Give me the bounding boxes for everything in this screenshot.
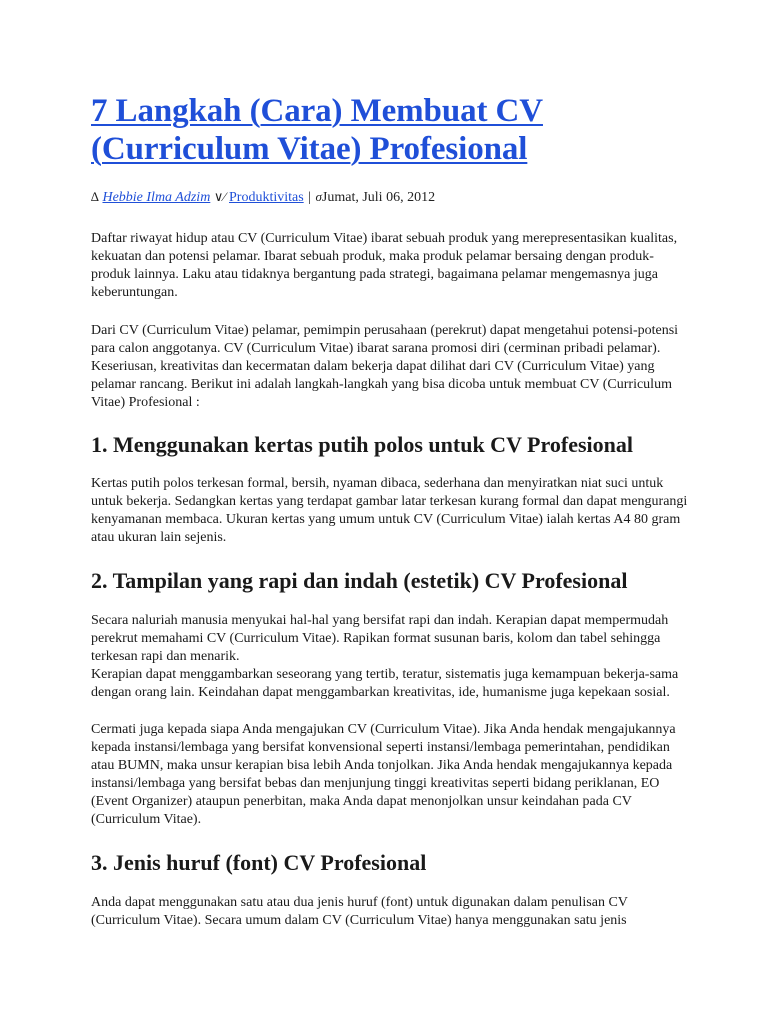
meta-divider: | — [308, 190, 311, 205]
section-paragraph: Kertas putih polos terkesan formal, bersih, nyaman dibaca, sederhana dan menyiratkan niat suci untuk untuk bekerja. Sedangkan kertas yang terdapat gambar latar terkesan kurang formal dan dapat mengurangi kenyamanan membaca. Ukuran kertas yang umum untuk CV (Curriculum Vitae) ialah kertas A4 80 gram atau ukuran lain sejenis. — [91, 476, 688, 545]
section-paragraph: Kerapian dapat menggambarkan seseorang yang tertib, teratur, sistematis juga kemampuan bekerja-sama dengan orang lain. Keindahan dapat menggambarkan kreativitas, ide, humanisme juga kepekaan sosial. — [91, 667, 679, 700]
section-paragraph: Anda dapat menggunakan satu atau dua jenis huruf (font) untuk digunakan dalam penulisan CV (Curriculum Vitae). Secara umum dalam CV (Curriculum Vitae) hanya menggunakan satu jenis — [91, 895, 628, 928]
section-heading: 2. Tampilan yang rapi dan indah (estetik) CV Profesional — [91, 568, 628, 593]
article-title-link[interactable]: 7 Langkah (Cara) Membuat CV (Curriculum Vitae) Profesional — [91, 93, 543, 167]
section-heading: 3. Jenis huruf (font) CV Profesional — [91, 850, 427, 875]
post-date: Jumat, Juli 06, 2012 — [321, 190, 436, 205]
category-link[interactable]: Produktivitas — [229, 190, 304, 205]
intro-paragraph: Dari CV (Curriculum Vitae) pelamar, pemimpin perusahaan (perekrut) dapat mengetahui potensi-potensi para calon anggotanya. CV (Curriculum Vitae) ibarat sarana promosi diri (cerminan pribadi pelamar). Keseriusan, kreativitas dan kecermatan dalam bekerja dapat dilihat dari CV (Curriculum Vitae) yang pelamar rancang. Berikut ini adalah langkah-langkah yang bisa dicoba untuk membuat CV (Curriculum Vitae) Profesional : — [91, 323, 679, 410]
section-heading: 1. Menggunakan kertas putih polos untuk CV Profesional — [91, 432, 633, 457]
clock-icon: σ — [315, 189, 322, 204]
section-paragraph: Secara naluriah manusia menyukai hal-hal yang bersifat rapi dan indah. Kerapian dapat mempermudah perekrut memahami CV (Curriculum Vitae). Rapikan format susunan baris, kolom dan tabel sehingga terkesan rapi dan menarik. — [91, 613, 669, 664]
post-meta — [91, 188, 691, 207]
section-paragraph: Cermati juga kepada siapa Anda mengajukan CV (Curriculum Vitae). Jika Anda hendak mengajukannya kepada instansi/lembaga yang bersifat konvensional seperti instansi/lembaga pemerintahan, pendidikan atau BUMN, maka unsur kerapian bisa lebih Anda tonjolkan. Jika Anda hendak mengajukannya kepada instansi/lembaga yang bersifat bebas dan menjunjung tinggi kreativitas seperti bidang periklanan, EO (Event Organizer) ataupun penerbitan, maka Anda dapat menonjolkan unsur keindahan pada CV (Curriculum Vitae). — [91, 722, 676, 827]
label-icon: ∨⁄ — [213, 189, 226, 204]
intro-paragraph: Daftar riwayat hidup atau CV (Curriculum Vitae) ibarat sebuah produk yang merepresentasikan kualitas, kekuatan dan potensi pelamar. Ibarat sebuah produk, maka produk pelamar bersaing dengan produk-produk lainnya. Laku atau tidaknya bergantung pada strategi, bagaimana pelamar mengemasnya juga keberuntungan. — [91, 231, 678, 300]
article-title — [91, 92, 691, 168]
article — [91, 92, 691, 930]
author-link[interactable]: Hebbie Ilma Adzim — [102, 190, 211, 205]
author-icon: ∆ — [91, 189, 99, 204]
